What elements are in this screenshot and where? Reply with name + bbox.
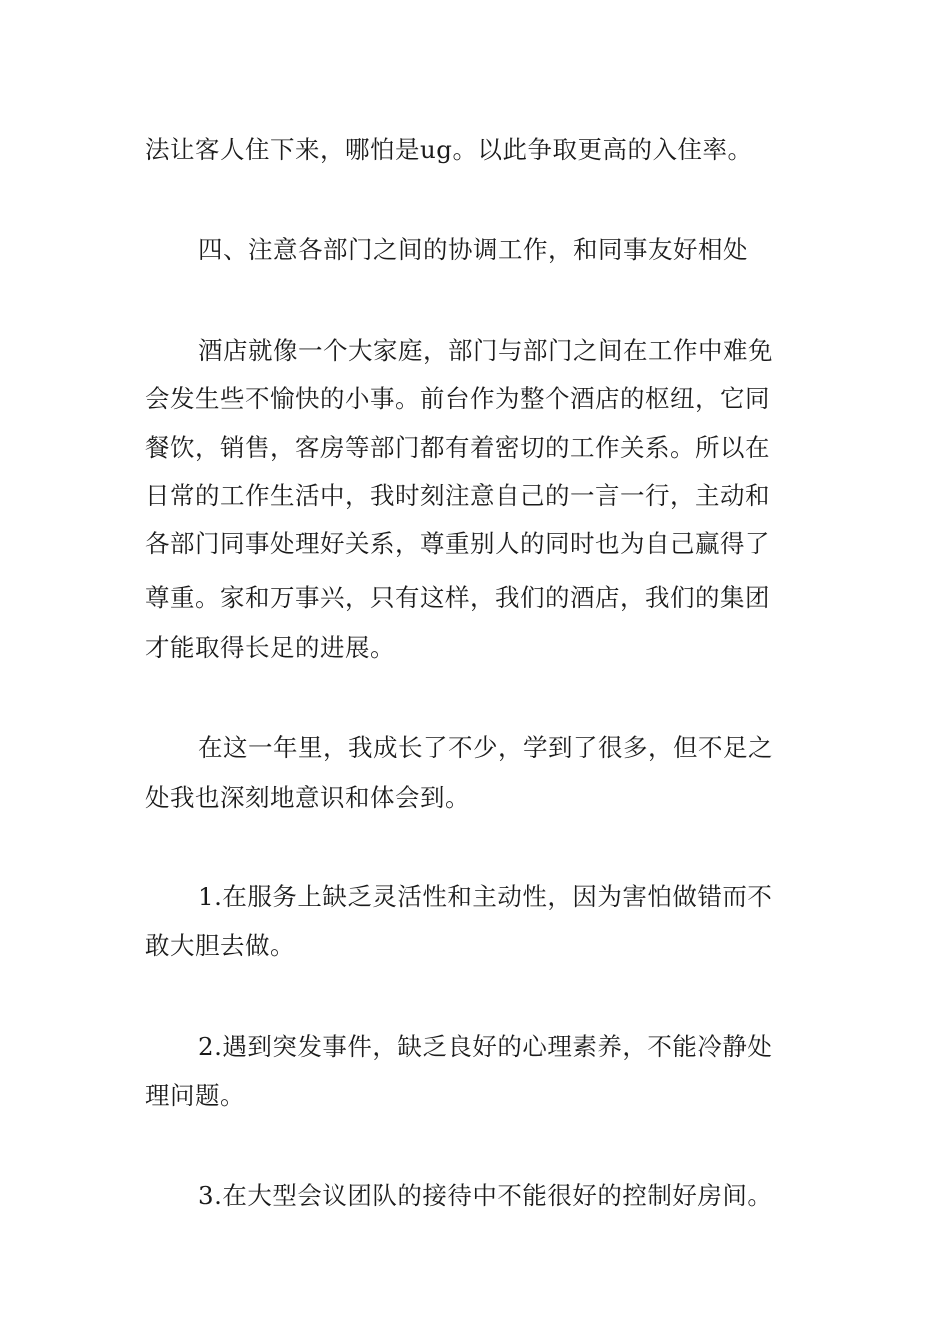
paragraph-line: 尊重。家和万事兴，只有这样，我们的酒店，我们的集团 [145, 583, 770, 612]
paragraph-line: 才能取得长足的进展。 [145, 633, 395, 662]
list-item: 3.在大型会议团队的接待中不能很好的控制好房间。 [198, 1181, 773, 1210]
paragraph-line: 会发生些不愉快的小事。前台作为整个酒店的枢纽，它同 [145, 384, 770, 413]
list-item: 1.在服务上缺乏灵活性和主动性，因为害怕做错而不 [198, 882, 773, 911]
paragraph-line: 餐饮，销售，客房等部门都有着密切的工作关系。所以在 [145, 433, 770, 462]
paragraph-line: 各部门同事处理好关系，尊重别人的同时也为自己赢得了 [145, 529, 770, 558]
paragraph-line: 法让客人住下来，哪怕是ug。以此争取更高的入住率。 [145, 135, 753, 164]
list-item-continuation: 理问题。 [145, 1081, 245, 1110]
paragraph-line: 日常的工作生活中，我时刻注意自己的一言一行，主动和 [145, 481, 770, 510]
paragraph-line: 处我也深刻地意识和体会到。 [145, 783, 470, 812]
section-heading: 四、注意各部门之间的协调工作，和同事友好相处 [198, 235, 748, 264]
list-item: 2.遇到突发事件，缺乏良好的心理素养，不能冷静处 [198, 1032, 773, 1061]
paragraph-line: 在这一年里，我成长了不少，学到了很多，但不足之 [198, 733, 773, 762]
paragraph-line: 酒店就像一个大家庭，部门与部门之间在工作中难免 [198, 336, 773, 365]
list-item-continuation: 敢大胆去做。 [145, 931, 295, 960]
